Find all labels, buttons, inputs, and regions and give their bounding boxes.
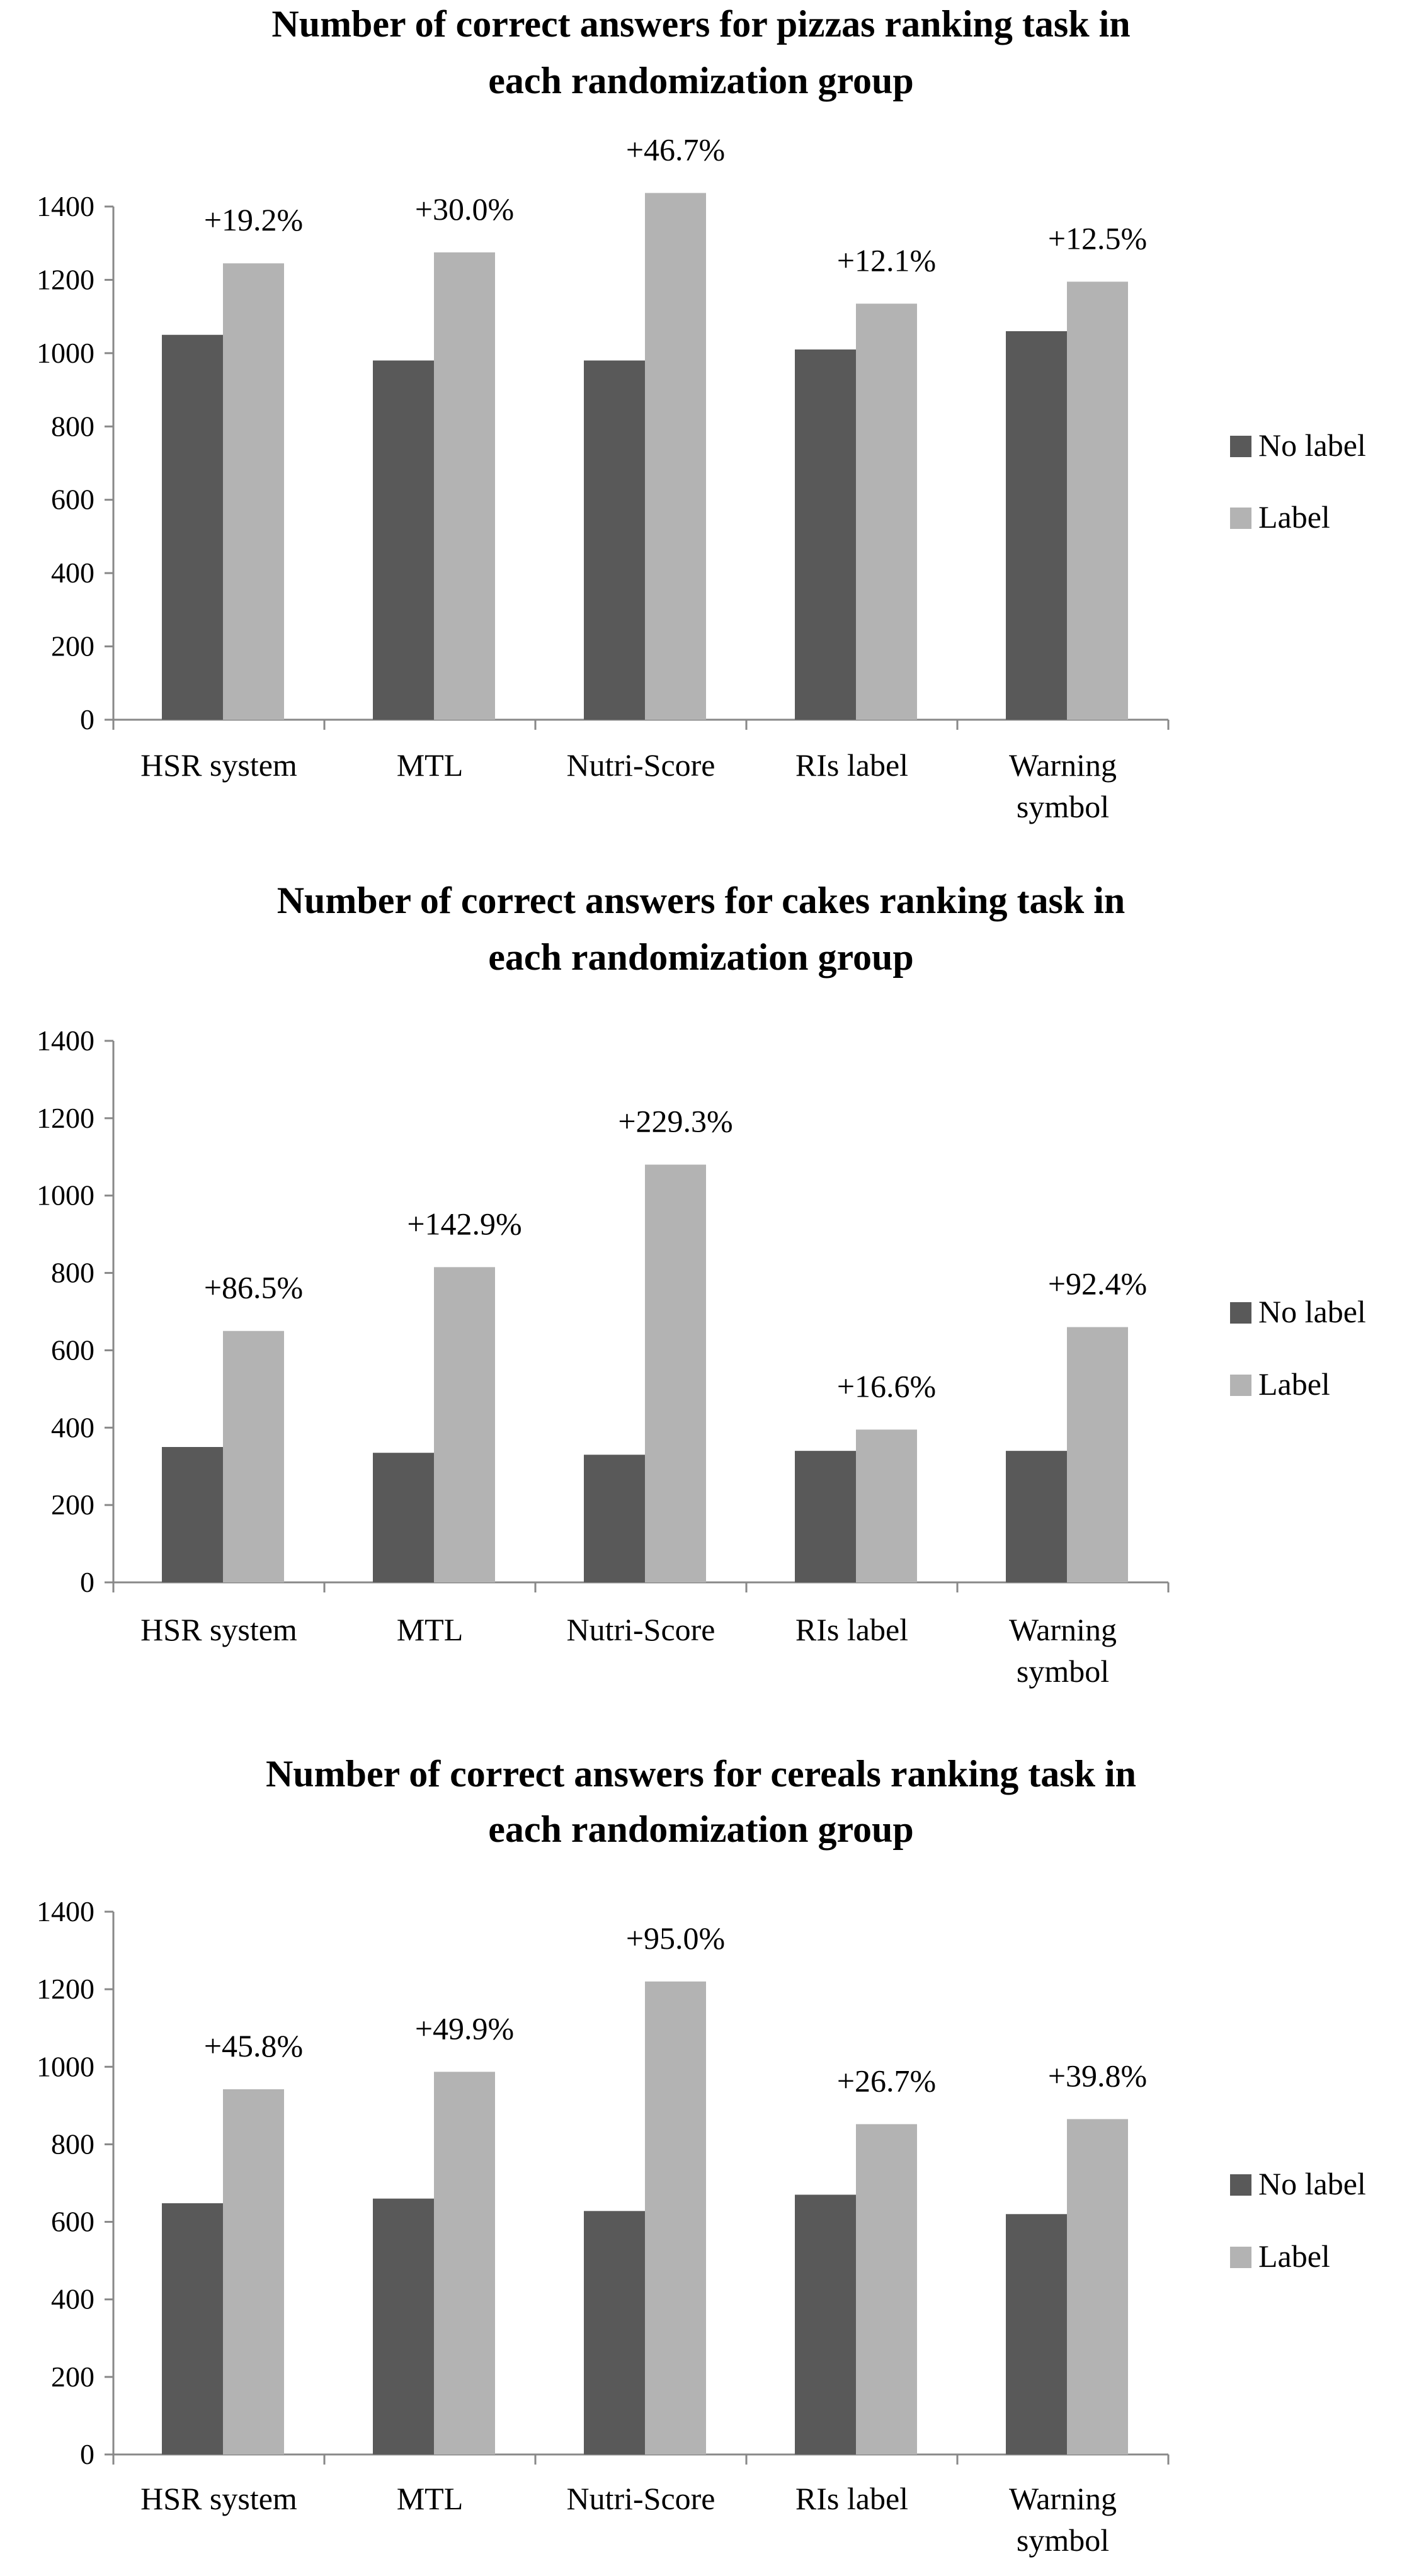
y-tick-label: 1400 <box>37 1895 94 1927</box>
percent-annotation: +12.5% <box>1047 220 1148 256</box>
y-tick-label: 1200 <box>37 263 94 296</box>
x-tick-label: Warning <box>1009 2481 1117 2516</box>
legend-swatch <box>1230 2174 1251 2196</box>
y-tick-label: 1200 <box>37 1101 94 1134</box>
y-tick-label: 200 <box>51 630 94 662</box>
x-tick-label: Nutri-Score <box>566 2481 715 2516</box>
y-tick-label: 1400 <box>37 190 94 222</box>
x-tick-label: RIs label <box>795 1612 909 1647</box>
legend-swatch <box>1230 436 1251 457</box>
percent-annotation: +30.0% <box>414 191 515 227</box>
bar-label <box>856 2124 917 2454</box>
chart-title-line: Number of correct answers for cakes ranking task in <box>276 880 1126 921</box>
bar-no-label <box>162 2203 223 2454</box>
bar-label <box>223 1331 284 1582</box>
y-tick-label: 0 <box>80 703 94 735</box>
x-tick-label: MTL <box>396 1612 464 1647</box>
bar-no-label <box>373 2199 434 2454</box>
legend-label: No label <box>1258 1294 1366 1329</box>
y-tick-label: 1200 <box>37 1973 94 2006</box>
x-tick-label: symbol <box>1016 2522 1110 2558</box>
x-tick-label: symbol <box>1016 1654 1110 1689</box>
chart-panel-3 <box>37 1753 1366 2558</box>
percent-annotation: +92.4% <box>1047 1266 1148 1302</box>
y-tick-label: 0 <box>80 1566 94 1598</box>
percent-annotation: +49.9% <box>414 2011 515 2046</box>
x-tick-label: MTL <box>396 747 464 783</box>
bar-label <box>1067 1327 1128 1582</box>
percent-annotation: +95.0% <box>625 1920 726 1956</box>
bar-label <box>1067 281 1128 720</box>
y-tick-label: 1400 <box>37 1024 94 1057</box>
percent-annotation: +46.7% <box>625 132 726 167</box>
y-tick-label: 1000 <box>37 336 94 369</box>
chart-title-line: Number of correct answers for pizzas ranking task in <box>271 3 1131 45</box>
bar-no-label <box>795 2194 856 2454</box>
percent-annotation: +142.9% <box>407 1206 522 1242</box>
bar-label <box>645 1165 706 1582</box>
y-tick-label: 1000 <box>37 2050 94 2083</box>
bar-label <box>434 1267 495 1582</box>
x-tick-label: MTL <box>396 2481 464 2516</box>
x-tick-label: Nutri-Score <box>566 747 715 783</box>
y-tick-label: 400 <box>51 2283 94 2315</box>
legend-label: Label <box>1258 499 1330 535</box>
y-tick-label: 800 <box>51 410 94 443</box>
legend-label: No label <box>1258 2166 1366 2201</box>
percent-annotation: +86.5% <box>203 1269 304 1305</box>
percent-annotation: +26.7% <box>836 2063 937 2099</box>
y-tick-label: 1000 <box>37 1179 94 1211</box>
percent-annotation: +16.6% <box>836 1368 937 1404</box>
percent-annotation: +19.2% <box>203 202 304 238</box>
bar-no-label <box>795 1451 856 1582</box>
chart-title-line: each randomization group <box>488 60 914 101</box>
bar-no-label <box>584 1455 645 1582</box>
bar-no-label <box>162 1447 223 1582</box>
bar-no-label <box>162 335 223 720</box>
y-tick-label: 400 <box>51 557 94 589</box>
y-tick-label: 0 <box>80 2438 94 2470</box>
percent-annotation: +45.8% <box>203 2028 304 2063</box>
bar-label <box>856 1429 917 1582</box>
bar-no-label <box>1006 2214 1067 2454</box>
legend-label: Label <box>1258 1366 1330 1402</box>
bar-no-label <box>373 1453 434 1582</box>
chart-panel-1 <box>37 3 1366 824</box>
y-tick-label: 600 <box>51 1334 94 1366</box>
x-tick-label: symbol <box>1016 789 1110 824</box>
x-tick-label: HSR system <box>140 2481 297 2516</box>
y-tick-label: 200 <box>51 2360 94 2393</box>
x-tick-label: Warning <box>1009 1612 1117 1647</box>
percent-annotation: +39.8% <box>1047 2058 1148 2094</box>
legend-swatch <box>1230 1375 1251 1396</box>
bar-label <box>856 304 917 720</box>
y-tick-label: 600 <box>51 2205 94 2238</box>
bar-label <box>434 2072 495 2454</box>
x-tick-label: Nutri-Score <box>566 1612 715 1647</box>
y-tick-label: 800 <box>51 2128 94 2160</box>
x-tick-label: RIs label <box>795 2481 909 2516</box>
bar-label <box>645 193 706 720</box>
legend-swatch <box>1230 1302 1251 1324</box>
legend-swatch <box>1230 2247 1251 2268</box>
x-tick-label: HSR system <box>140 747 297 783</box>
y-tick-label: 800 <box>51 1256 94 1289</box>
bar-no-label <box>1006 1451 1067 1582</box>
bar-no-label <box>584 2211 645 2454</box>
legend-label: No label <box>1258 428 1366 463</box>
x-tick-label: HSR system <box>140 1612 297 1647</box>
x-tick-label: RIs label <box>795 747 909 783</box>
bar-label <box>223 263 284 720</box>
legend-label: Label <box>1258 2238 1330 2274</box>
chart-title-line: each randomization group <box>488 1808 914 1850</box>
bar-label <box>645 1982 706 2454</box>
bar-no-label <box>373 361 434 720</box>
chart-title-line: each randomization group <box>488 936 914 978</box>
x-tick-label: Warning <box>1009 747 1117 783</box>
chart-panel-2 <box>37 880 1366 1689</box>
bar-label <box>434 252 495 720</box>
bar-no-label <box>795 349 856 720</box>
chart-title-line: Number of correct answers for cereals ranking task in <box>265 1753 1137 1795</box>
y-tick-label: 200 <box>51 1489 94 1521</box>
bar-label <box>1067 2119 1128 2454</box>
bar-no-label <box>584 361 645 720</box>
y-tick-label: 400 <box>51 1411 94 1444</box>
bar-no-label <box>1006 331 1067 720</box>
percent-annotation: +229.3% <box>618 1103 733 1139</box>
legend-swatch <box>1230 508 1251 529</box>
y-tick-label: 600 <box>51 483 94 516</box>
percent-annotation: +12.1% <box>836 242 937 278</box>
bar-label <box>223 2089 284 2454</box>
